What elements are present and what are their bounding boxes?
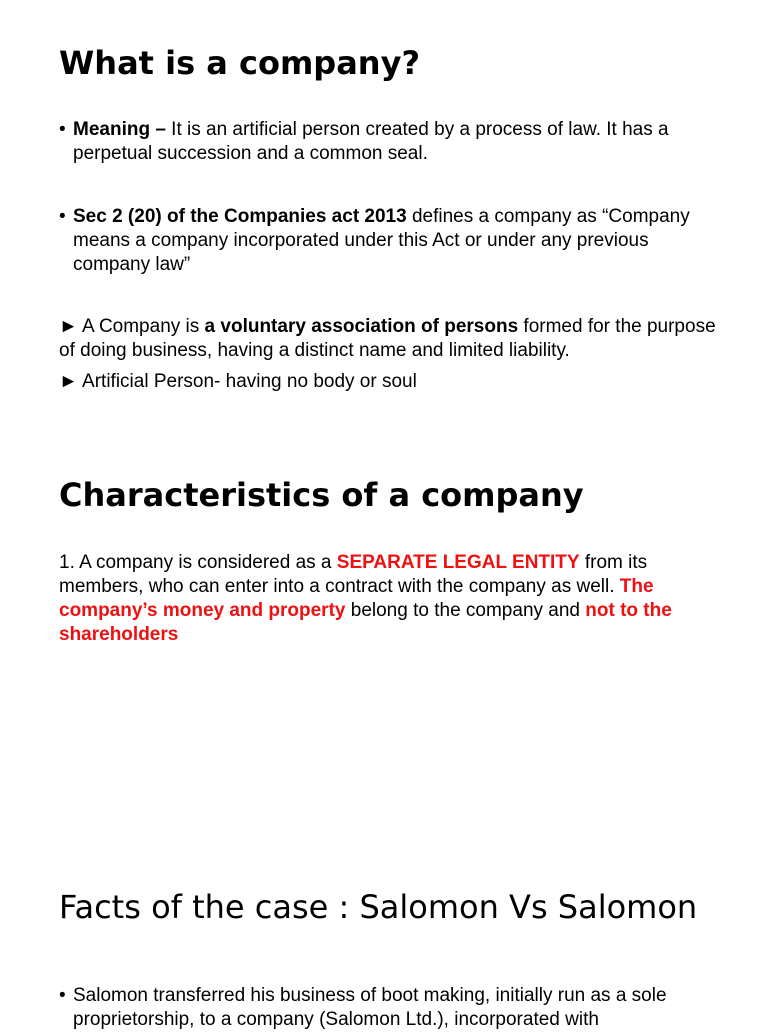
company-money-highlight: The company’s money and property bbox=[59, 576, 654, 621]
not-shareholders-highlight: not to the shareholders bbox=[59, 600, 672, 645]
bullet-section-definition bbox=[59, 205, 719, 277]
item1-prefix: 1. A company is considered as a bbox=[59, 552, 337, 573]
item1-mid2: belong to the company and bbox=[345, 600, 586, 621]
item1-mid1: from its members, who can enter into a contract with the company as well. bbox=[59, 552, 648, 597]
characteristic-item-1 bbox=[59, 551, 719, 647]
bullet-marker: • bbox=[59, 985, 66, 1006]
salomon-fact-text: Salomon transferred his business of boot making, initially run as a sole proprietorship, to a company (Salomon Ltd.), incorporated with bbox=[73, 985, 667, 1030]
section-title-salomon-case: Facts of the case : Salomon Vs Salomon bbox=[59, 888, 698, 926]
point1-prefix: A Company is bbox=[77, 316, 205, 337]
bullet-salomon-fact-1 bbox=[59, 984, 719, 1032]
meaning-label: Meaning – bbox=[73, 119, 166, 140]
section-reference: Sec 2 (20) of the Companies act 2013 bbox=[73, 206, 407, 227]
section-definition-text: defines a company as “Company means a company incorporated under this Act or under any previous company law” bbox=[73, 206, 690, 275]
bullet-meaning bbox=[59, 118, 719, 166]
arrow-marker-icon: ► bbox=[59, 371, 78, 392]
bullet-marker: • bbox=[59, 206, 66, 227]
point2-text: Artificial Person- having no body or soul bbox=[77, 371, 417, 392]
arrow-marker-icon: ► bbox=[59, 316, 78, 337]
arrow-point-artificial-person bbox=[59, 370, 719, 394]
section-title-characteristics: Characteristics of a company bbox=[59, 476, 584, 514]
arrow-point-voluntary-association bbox=[59, 315, 719, 363]
point1-bold: a voluntary association of persons bbox=[204, 316, 519, 337]
point1-suffix: formed for the purpose of doing business, having a distinct name and limited liability. bbox=[59, 316, 716, 361]
meaning-text: It is an artificial person created by a process of law. It has a perpetual succession and a common seal. bbox=[73, 119, 669, 164]
bullet-marker: • bbox=[59, 119, 66, 140]
section-title-what-is-company: What is a company? bbox=[59, 44, 420, 82]
separate-legal-entity-highlight: SEPARATE LEGAL ENTITY bbox=[336, 552, 580, 573]
